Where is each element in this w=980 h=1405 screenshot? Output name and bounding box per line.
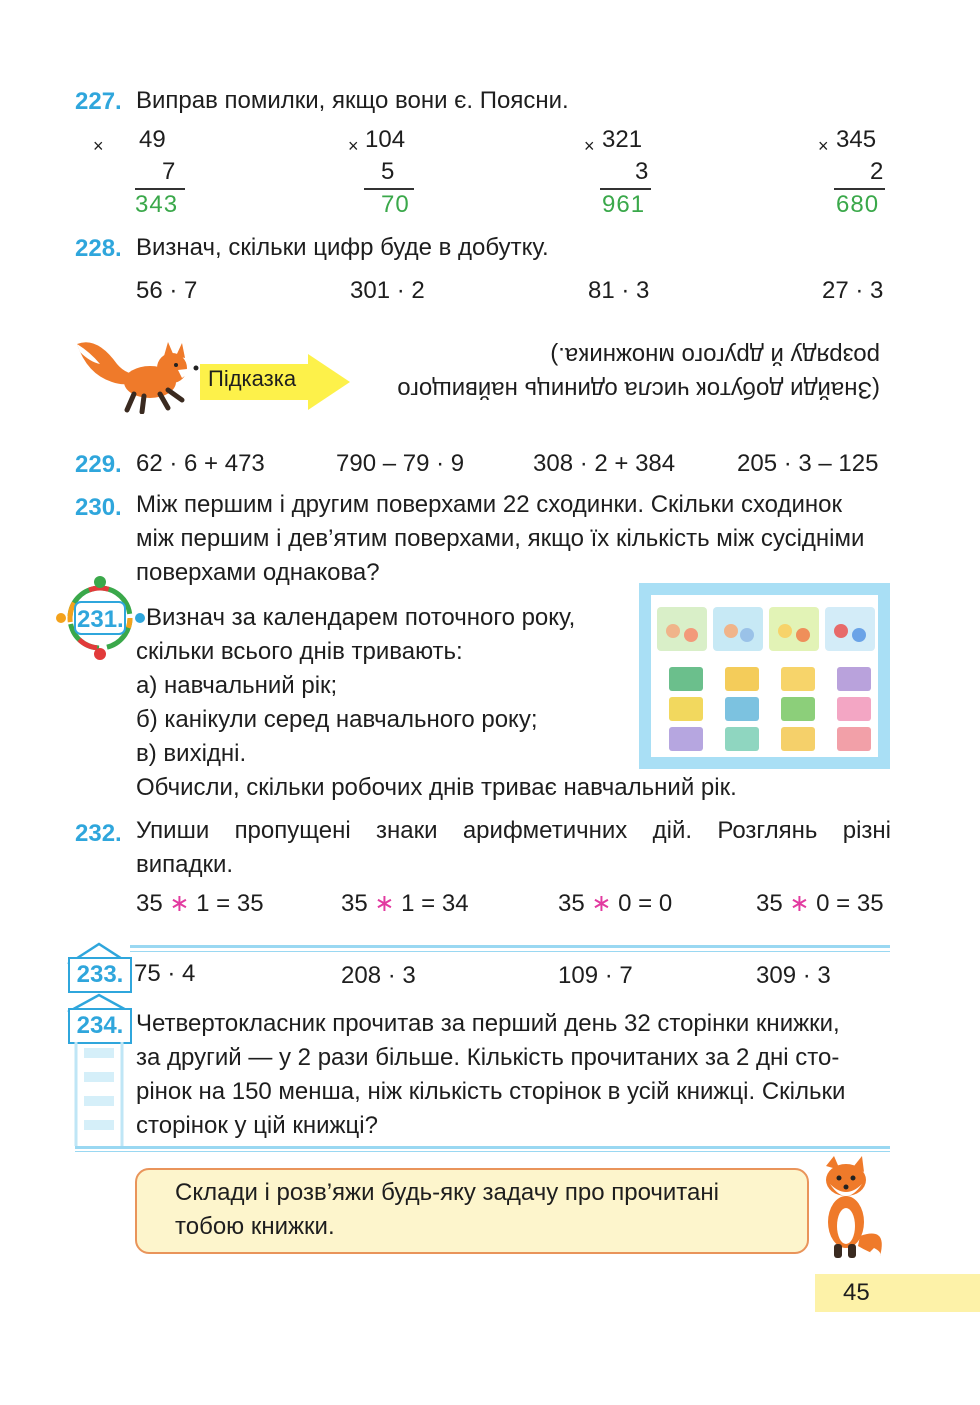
multiplication-1 <box>95 124 185 220</box>
product-result: 680 <box>836 191 880 218</box>
exercise-number-232: 232. <box>75 820 122 847</box>
text-line: за другий — у 2 рази більше. Кількість прочитаних за 2 дні сто- <box>136 1044 840 1071</box>
missing-sign-star: ∗ <box>789 890 810 917</box>
text-line: Четвертокласник прочитав за перший день 32 сторінки книжки, <box>136 1010 840 1037</box>
exercise-text-230 <box>136 488 891 590</box>
multiplicand: 104 <box>365 126 406 153</box>
exercise-number-234: 234. <box>68 1008 132 1044</box>
expression: 56 · 7 <box>136 277 198 304</box>
divider <box>130 951 890 952</box>
text-line: Між першим і другим поверхами 22 сходинки. Скільки сходинок <box>136 491 843 518</box>
hint-label: Підказка <box>208 366 297 391</box>
equation-right: 1 = 34 <box>401 890 469 917</box>
expression: 790 – 79 · 9 <box>336 450 465 477</box>
missing-sign-star: ∗ <box>591 890 612 917</box>
exercise-text-227: Виправ помилки, якщо вони є. Поясни. <box>136 87 569 114</box>
divider <box>75 1146 890 1149</box>
text-line: поверхами однакова? <box>136 559 380 586</box>
exercise-number-231: 231. <box>77 606 124 633</box>
exercise-text-234 <box>136 1007 891 1143</box>
expression: 301 · 2 <box>350 277 425 304</box>
fox-icon <box>72 334 202 414</box>
expression: 81 · 3 <box>588 277 650 304</box>
equation-left: 35 <box>136 890 163 917</box>
expression: 309 · 3 <box>756 962 831 989</box>
missing-sign-star: ∗ <box>169 890 190 917</box>
task-line: тобою книжки. <box>175 1213 335 1240</box>
product-result: 70 <box>381 191 410 218</box>
task-line: Склади і розв’яжи будь-яку задачу про прочитані <box>175 1179 719 1206</box>
exercise-number-228: 228. <box>75 235 122 262</box>
exercise-text-228: Визнач, скільки цифр буде в добутку. <box>136 234 549 261</box>
equation-left: 35 <box>341 890 368 917</box>
product-result: 343 <box>135 191 179 218</box>
expression: 109 · 7 <box>558 962 633 989</box>
text-line: рінок на 150 менша, ніж кількість сторінок в усій книжці. Скільки <box>136 1078 846 1105</box>
calendar-picture-icon <box>651 595 878 757</box>
exercise-option-a: а) навчальний рік; <box>136 672 338 699</box>
creative-task-box <box>135 1168 809 1254</box>
equation-right: 1 = 35 <box>196 890 264 917</box>
multiplicand: 321 <box>602 126 643 153</box>
equation-right: 0 = 0 <box>618 890 673 917</box>
exercise-number-230: 230. <box>75 494 122 521</box>
product-result: 961 <box>602 191 646 218</box>
exercise-number-227: 227. <box>75 88 122 115</box>
multiplication-3 <box>586 124 656 220</box>
expression: 62 · 6 + 473 <box>136 450 265 477</box>
hint-text-upside-down: (Знайди добуток числа одиниць найвищого розряду й другого множника.) <box>397 342 880 403</box>
divider <box>75 1151 890 1152</box>
equation <box>756 889 884 918</box>
expression: 205 · 3 – 125 <box>737 450 879 477</box>
ladder-icon <box>72 1042 128 1146</box>
multiplier: 7 <box>162 158 176 185</box>
equation <box>136 889 264 918</box>
multiplier: 2 <box>870 158 884 185</box>
exercise-text-232-line2: випадки. <box>136 851 234 878</box>
expression: 208 · 3 <box>341 962 416 989</box>
missing-sign-star: ∗ <box>374 890 395 917</box>
exercise-text-232-line1: Упиши пропущені знаки арифметичних дій. Розглянь різні <box>136 817 891 844</box>
multiplier: 5 <box>381 158 395 185</box>
exercise-option-b: б) канікули серед навчального року; <box>136 706 538 733</box>
equation <box>341 889 469 918</box>
page-number-box <box>815 1274 980 1312</box>
multiplicand: 49 <box>139 126 166 153</box>
multiplication-2 <box>350 124 430 220</box>
expression: 75 · 4 <box>134 960 196 987</box>
text-line: сторінок у цій книжці? <box>136 1112 378 1139</box>
multiply-sign: × <box>818 136 829 156</box>
text-line: між першим і дев’ятим поверхами, якщо їх кількість між сусідніми <box>136 525 865 552</box>
fox-icon <box>808 1156 888 1260</box>
equation-right: 0 = 35 <box>816 890 884 917</box>
divider <box>130 945 890 948</box>
exercise-number-233: 233. <box>68 957 132 993</box>
exercise-text-231-last: Обчисли, скільки робочих днів триває навчальний рік. <box>136 774 737 801</box>
expression: 27 · 3 <box>822 277 884 304</box>
expression: 308 · 2 + 384 <box>533 450 676 477</box>
multiplier: 3 <box>635 158 649 185</box>
equation-left: 35 <box>558 890 585 917</box>
multiply-sign: × <box>348 136 359 156</box>
multiply-sign: × <box>93 136 104 156</box>
exercise-text-231-line1: Визнач за календарем поточного року, <box>146 604 576 631</box>
exercise-text-231-line2: скільки всього днів тривають: <box>136 638 463 665</box>
equation-left: 35 <box>756 890 783 917</box>
multiplicand: 345 <box>836 126 877 153</box>
multiply-sign: × <box>584 136 595 156</box>
multiplication-4 <box>820 124 890 220</box>
equation <box>558 889 672 918</box>
exercise-number-229: 229. <box>75 451 122 478</box>
calendar-image <box>639 583 890 769</box>
calendar-illustration <box>651 595 878 757</box>
exercise-option-c: в) вихідні. <box>136 740 247 767</box>
page-number: 45 <box>843 1279 870 1306</box>
